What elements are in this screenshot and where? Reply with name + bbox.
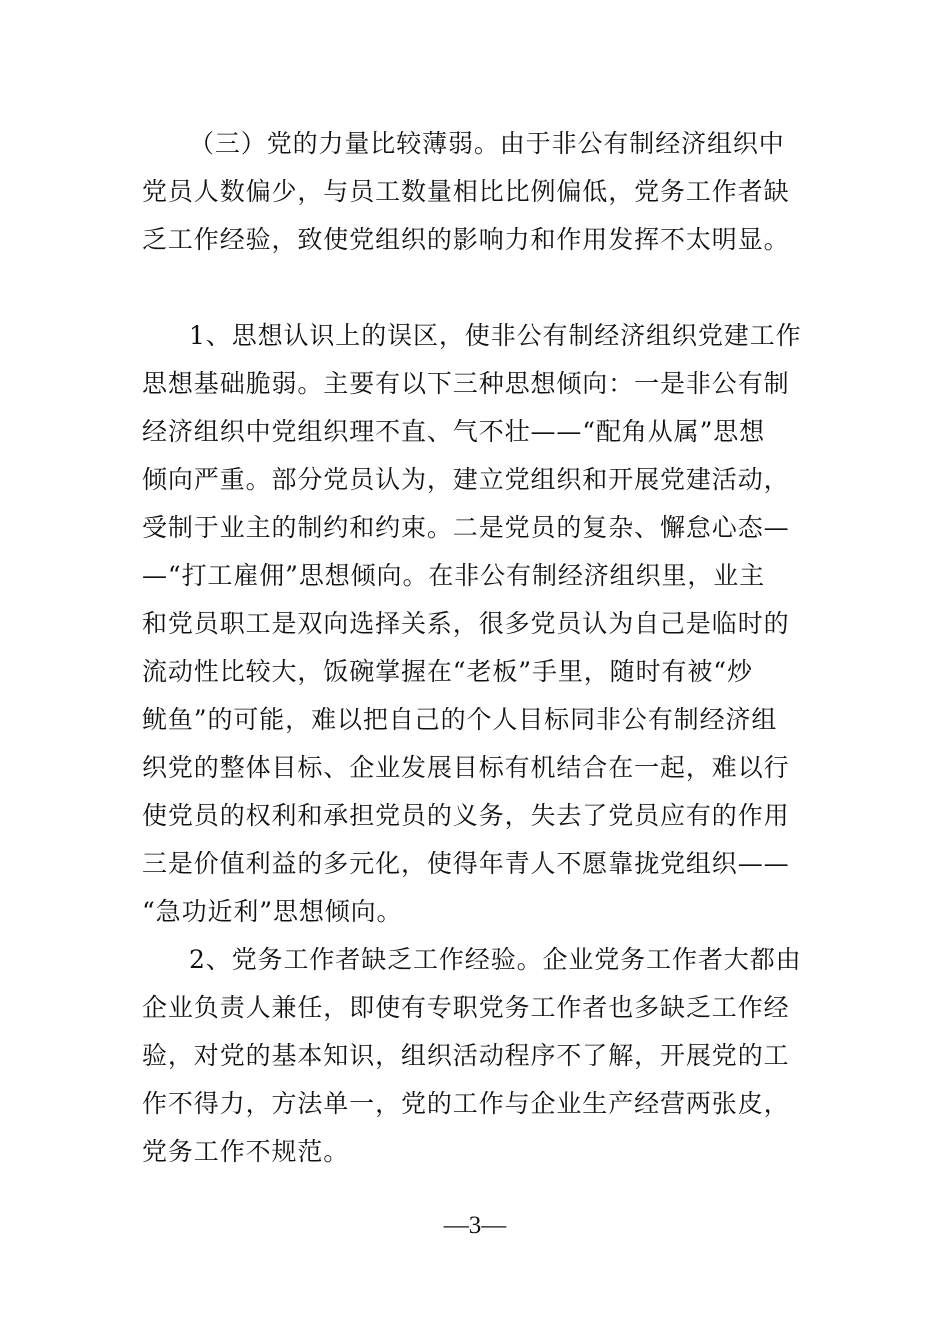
- item-2-line-1: 2、党务工作者缺乏工作经验。企业党务工作者大都由: [189, 945, 802, 974]
- item-1-line-3: 经济组织中党组织理不直、气不壮——“配角从属”思想: [142, 417, 766, 446]
- item-1-line-5: 受制于业主的制约和约束。二是党员的复杂、懈怠心态—: [142, 513, 790, 542]
- page-number: —3—: [443, 1212, 507, 1239]
- item-2-line-5: 党务工作不规范。: [142, 1137, 350, 1166]
- item-1-line-11: 使党员的权利和承担党员的义务，失去了党员应有的作用: [142, 801, 790, 830]
- item-2-line-4: 作不得力，方法单一，党的工作与企业生产经营两张皮，: [142, 1089, 790, 1118]
- paragraph-3-line-1: （三）党的力量比较薄弱。由于非公有制经济组织中: [189, 129, 785, 158]
- item-2-line-2: 企业负责人兼任，即使有专职党务工作者也多缺乏工作经: [142, 993, 790, 1022]
- item-1-line-9: 鱿鱼”的可能，难以把自己的个人目标同非公有制经济组: [142, 705, 778, 734]
- paragraph-3-line-3: 乏工作经验，致使党组织的影响力和作用发挥不太明显。: [142, 225, 790, 254]
- item-1-line-7: 和党员职工是双向选择关系，很多党员认为自己是临时的: [142, 609, 790, 638]
- item-1-line-8: 流动性比较大，饭碗掌握在“老板”手里，随时有被“炒: [142, 657, 753, 686]
- item-2-line-3: 验，对党的基本知识，组织活动程序不了解，开展党的工: [142, 1041, 790, 1070]
- item-1-line-13: “急功近利”思想倾向。: [142, 897, 403, 926]
- item-1-line-6: —“打工雇佣”思想倾向。在非公有制经济组织里，业主: [142, 561, 766, 590]
- item-1-line-4: 倾向严重。部分党员认为，建立党组织和开展党建活动，: [142, 465, 790, 494]
- item-1-line-2: 思想基础脆弱。主要有以下三种思想倾向：一是非公有制: [142, 369, 790, 398]
- item-1-line-12: 三是价值利益的多元化，使得年青人不愿靠拢党组织——: [142, 849, 790, 878]
- paragraph-3-line-2: 党员人数偏少，与员工数量相比比例偏低，党务工作者缺: [142, 177, 790, 206]
- item-1-line-1: 1、思想认识上的误区，使非公有制经济组织党建工作: [189, 321, 802, 350]
- item-1-line-10: 织党的整体目标、企业发展目标有机结合在一起，难以行: [142, 753, 790, 782]
